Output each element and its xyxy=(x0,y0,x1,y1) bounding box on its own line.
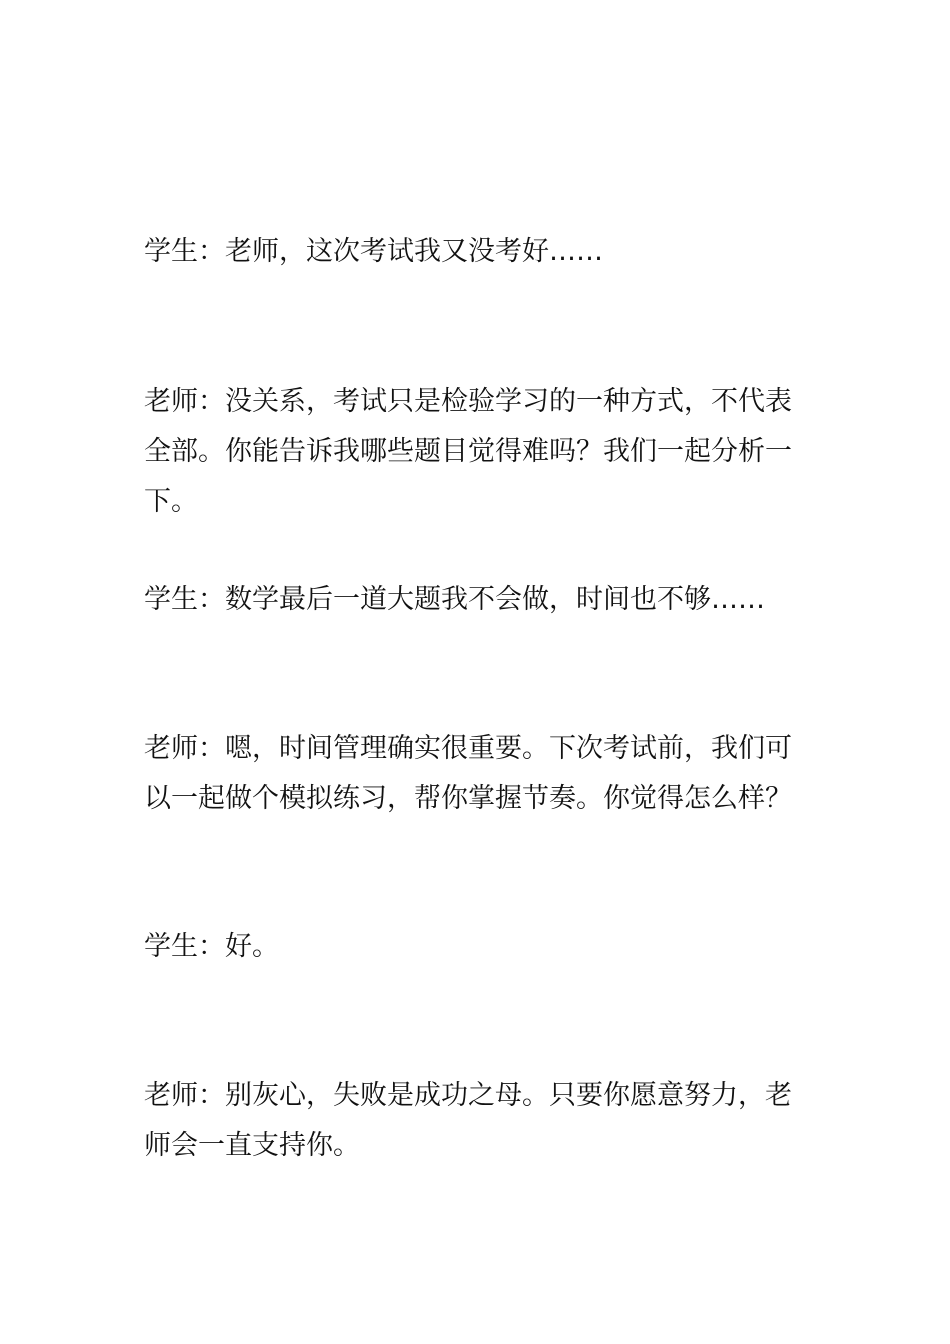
dialogue-line-teacher: 老师：别灰心，失败是成功之母。只要你愿意努力，老师会一直支持你。 xyxy=(144,1080,792,1161)
dialogue-line-student: 学生：数学最后一道大题我不会做，时间也不够…… xyxy=(144,584,765,615)
dialogue-line-student: 学生：好。 xyxy=(144,931,279,962)
dialogue-line-student: 学生：老师，这次考试我又没考好…… xyxy=(144,236,603,267)
dialogue-line-teacher: 老师：没关系，考试只是检验学习的一种方式，不代表全部。你能告诉我哪些题目觉得难吗？我们一起分析一下。 xyxy=(144,386,792,517)
dialogue-line-teacher: 老师：嗯，时间管理确实很重要。下次考试前，我们可以一起做个模拟练习，帮你掌握节奏。你觉得怎么样？ xyxy=(144,733,792,814)
